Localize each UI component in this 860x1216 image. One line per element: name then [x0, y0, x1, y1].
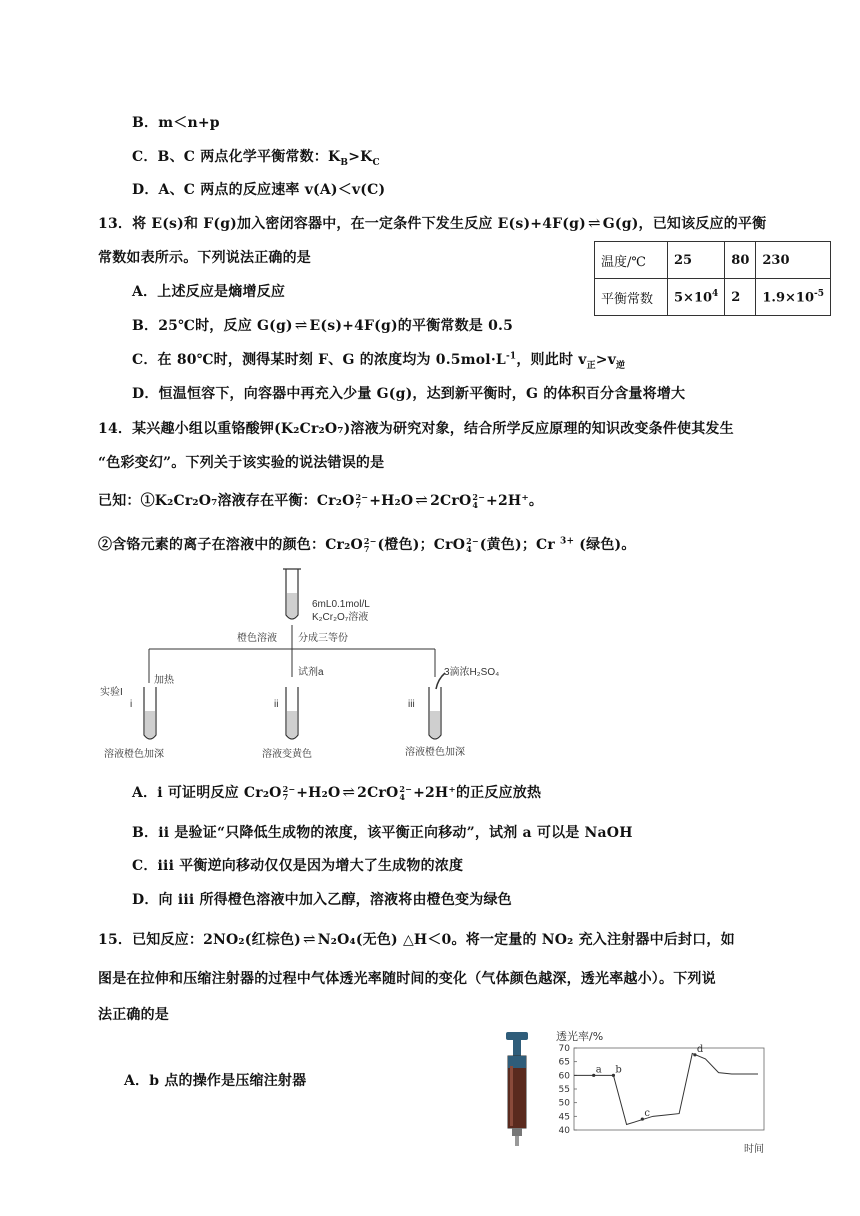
- q13-option-d: D．恒温恒容下，向容器中再充入少量 G(g)，达到新平衡时，G 的体积百分含量将增大: [132, 386, 686, 402]
- q13-option-b: B．25℃时，反应 G(g) ⇌ E(s)+4F(g)的平衡常数是 0.5: [132, 316, 514, 334]
- table-header-k: 平衡常数: [595, 279, 668, 316]
- y-tick-label: 40: [558, 1126, 570, 1136]
- x-axis-label: 时间: [744, 1144, 764, 1155]
- reagent-line2: K₂Cr₂O₇溶液: [312, 612, 369, 623]
- q14-known-1: 已知：①K₂Cr₂O₇溶液存在平衡：Cr₂O 2− 7 +H₂O ⇌ 2CrO 2− 4 +2H⁺。: [98, 491, 544, 510]
- result-ii: 溶液变黄色: [262, 749, 312, 760]
- ion-charge: 2− 7: [363, 536, 377, 554]
- q14-option-d: D．向 iii 所得橙色溶液中加入乙醇，溶液将由橙色变为绿色: [132, 892, 512, 908]
- table-cell: 80: [725, 242, 756, 279]
- table-cell: $1.9\times 10^{-5}$: [756, 279, 831, 316]
- q13-stem-line2: 常数如表所示。下列说法正确的是: [98, 250, 311, 266]
- experiment-diagram: [100, 565, 520, 765]
- y-axis-label: 透光率/%: [556, 1030, 604, 1043]
- ion-charge: 2− 4: [399, 784, 413, 802]
- q12-option-c: C．B、C 两点化学平衡常数：$K_B>K_C$: [132, 149, 380, 168]
- test-tube-icon: [286, 687, 298, 739]
- q14-stem-line1: 14．某兴趣小组以重铬酸钾(K₂Cr₂O₇)溶液为研究对象，结合所学反应原理的知识改变条件使其发生: [98, 421, 734, 437]
- point-label: a: [595, 1064, 602, 1076]
- q14-option-c: C．iii 平衡逆向移动仅仅是因为增大了生成物的浓度: [132, 858, 464, 874]
- equilibrium-arrow-icon: ⇌: [587, 214, 601, 232]
- orange-solution-label: 橙色溶液: [237, 633, 277, 644]
- equilibrium-arrow-icon: ⇌: [415, 491, 429, 509]
- reagent-a-label: 试剂a: [298, 667, 324, 678]
- test-tube-icon: [283, 569, 301, 619]
- experiment-label: 实验I: [100, 687, 123, 698]
- equilibrium-constant-table: [594, 241, 831, 316]
- test-tube-icon: [429, 687, 441, 739]
- equilibrium-arrow-icon: ⇌: [303, 930, 316, 948]
- y-tick-label: 55: [558, 1085, 570, 1095]
- point-label: b: [615, 1064, 622, 1076]
- result-iii: 溶液橙色加深: [405, 747, 465, 758]
- q15-stem-line1: 15．已知反应：2NO₂(红棕色) ⇌ N₂O₄(无色) △H＜0。将一定量的 NO₂ 充入注射器中后封口，如: [98, 930, 735, 948]
- q14-stem-line2: “色彩变幻”。下列关于该实验的说法错误的是: [98, 455, 385, 471]
- reagent-line1: 6mL0.1mol/L: [312, 599, 370, 610]
- q15-option-a: A．b 点的操作是压缩注射器: [124, 1073, 307, 1089]
- q12-option-b: B．m＜n+p: [132, 115, 220, 131]
- y-tick-label: 65: [558, 1057, 570, 1068]
- q14-known-2: ②含铬元素的离子在溶液中的颜色：Cr₂O 2− 7 (橙色)；CrO 2− 4 (黄色)；Cr $^{3+}$ (绿色)。: [98, 536, 636, 554]
- y-tick-label: 50: [558, 1098, 570, 1109]
- transmittance-chart: [544, 1028, 770, 1158]
- q14-option-b: B．ii 是验证“只降低生成物的浓度，该平衡正向移动”，试剂 a 可以是 NaOH: [132, 825, 633, 841]
- table-cell: $5\times 10^4$: [668, 279, 725, 316]
- q13-option-a: A．上述反应是熵增反应: [132, 284, 286, 300]
- y-tick-label: 60: [558, 1071, 570, 1082]
- ion-charge: 2− 4: [466, 536, 479, 554]
- y-tick-label: 45: [558, 1112, 570, 1123]
- q13-stem-line1: 13．将 E(s)和 F(g)加入密闭容器中，在一定条件下发生反应 E(s)+4F(g) ⇌ G(g)，已知该反应的平衡: [98, 214, 767, 232]
- q15-stem-line2: 图是在拉伸和压缩注射器的过程中气体透光率随时间的变化（气体颜色越深，透光率越小）。下列说: [98, 971, 716, 987]
- heat-label: 加热: [154, 675, 174, 686]
- table-cell: 25: [668, 242, 725, 279]
- q13-option-c: C．在 80℃时，测得某时刻 F、G 的浓度均为 $0.5mol\cdot L^{-1}$，则此时 $v_正>v_逆$: [132, 351, 626, 371]
- syringe-icon: [498, 1026, 538, 1150]
- table-cell: 230: [756, 242, 831, 279]
- table-header-temp: 温度/℃: [595, 242, 668, 279]
- ion-charge: 2− 7: [355, 492, 369, 510]
- test-tube-icon: [144, 687, 156, 739]
- split-label: 分成三等份: [298, 633, 348, 644]
- tube-iii-label: iii: [408, 699, 415, 710]
- ion-charge: 2− 4: [472, 492, 486, 510]
- point-label: d: [696, 1043, 704, 1055]
- ion-charge: 2− 7: [282, 784, 296, 802]
- q12-option-d: D．A、C 两点的反应速率 v(A)＜v(C): [132, 182, 386, 198]
- point-label: c: [644, 1108, 650, 1120]
- equilibrium-arrow-icon: ⇌: [342, 783, 356, 801]
- tube-i-label: i: [130, 699, 133, 710]
- acid-label: 3滴浓H₂SO₄: [444, 667, 500, 678]
- y-tick-label: 70: [558, 1044, 570, 1054]
- tube-ii-label: ii: [274, 699, 279, 710]
- equilibrium-arrow-icon: ⇌: [294, 316, 308, 334]
- plot-frame: [574, 1048, 764, 1130]
- table-cell: 2: [725, 279, 756, 316]
- q15-stem-line3: 法正确的是: [98, 1007, 169, 1023]
- result-i: 溶液橙色加深: [104, 749, 164, 760]
- q14-option-a: A．i 可证明反应 Cr₂O 2− 7 +H₂O ⇌ 2CrO 2− 4 +2H⁺的正反应放热: [132, 783, 542, 802]
